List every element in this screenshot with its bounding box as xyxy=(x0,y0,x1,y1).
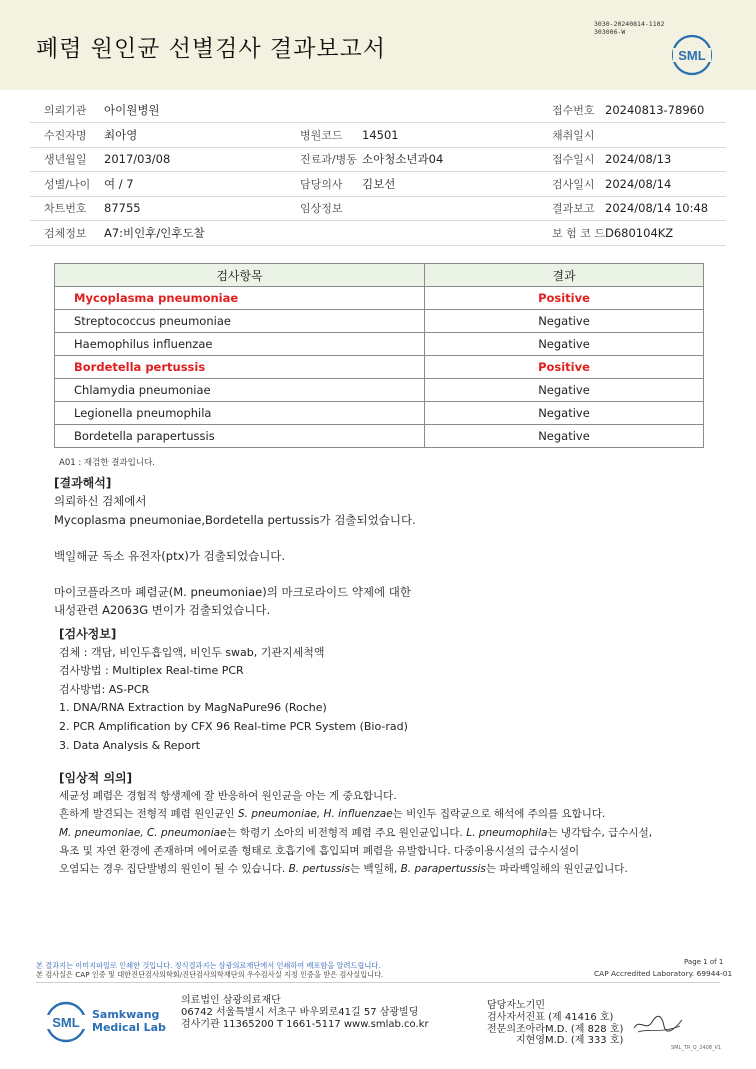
brand-line: Medical Lab xyxy=(92,1021,166,1034)
staff-row xyxy=(487,1000,623,1012)
footer-notice xyxy=(36,962,476,979)
staff-name: 지현영M.D. (제 333 호) xyxy=(516,1035,624,1047)
notice-line: 본 검사실은 CAP 인증 및 대한진단검사의학회/진단검사의학재단의 우수검사실 지정 인증을 받은 검사실입니다. xyxy=(36,969,384,979)
patient-value: 최아영 xyxy=(104,123,300,148)
form-code: SML_TR_Q_2408_V1 xyxy=(671,1045,722,1051)
staff-role xyxy=(487,1035,516,1047)
test-item: Streptococcus pneumoniae xyxy=(55,310,425,333)
test-result: Positive xyxy=(425,356,704,379)
test-info-line: 검사방법: AS-PCR xyxy=(59,682,150,696)
retest-note: A01 : 재검한 결과입니다. xyxy=(59,458,155,468)
sml-logo-icon xyxy=(671,34,713,76)
clinical-text: 는 학령기 소아의 비전형적 폐렴 주요 원인균입니다. xyxy=(226,826,467,839)
staff-role: 담당자 xyxy=(487,1000,516,1011)
test-info-heading: [검사정보] xyxy=(59,627,117,641)
notice-line: 본 결과지는 이미지파일로 인쇄한 것입니다. 정식결과지는 삼광의료재단에서 인쇄하여 배포함을 알려드립니다. xyxy=(36,961,381,970)
col-result: 결과 xyxy=(425,264,704,287)
result-row xyxy=(55,356,704,379)
org-name: 의료법인 삼광의료재단 xyxy=(181,995,281,1006)
collect-date-value xyxy=(605,123,726,148)
footer-divider xyxy=(36,982,720,983)
test-result: Positive xyxy=(425,287,704,310)
test-item: Legionella pneumophila xyxy=(55,402,425,425)
organism-name: M. pneumoniae, C. pneumoniae xyxy=(59,826,227,839)
clinical-section xyxy=(59,769,749,878)
test-result: Negative xyxy=(425,310,704,333)
test-result: Negative xyxy=(425,379,704,402)
clinical-info-label: 임상정보 xyxy=(300,196,362,221)
insurance-code-label: 보 험 코 드 xyxy=(538,221,605,246)
clinical-text: 는 비인두 집락균으로 해석에 주의를 요합니다. xyxy=(392,808,606,821)
receipt-no-value: 20240813-78960 xyxy=(605,98,726,123)
sex-age-value: 여 / 7 xyxy=(104,172,300,197)
test-result: Negative xyxy=(425,425,704,448)
test-result: Negative xyxy=(425,402,704,425)
staff-row xyxy=(487,1035,623,1047)
interpretation-line: 백일해균 독소 유전자(ptx)가 검출되었습니다. xyxy=(54,548,286,563)
institution-label: 의뢰기관 xyxy=(30,98,104,123)
test-item: Bordetella pertussis xyxy=(55,356,425,379)
result-row xyxy=(55,379,704,402)
info-row xyxy=(30,196,726,221)
birth-value: 2017/03/08 xyxy=(104,147,300,172)
test-item: Chlamydia pneumoniae xyxy=(55,379,425,402)
interpretation-line: Mycoplasma pneumoniae,Bordetella pertussis가 검출되었습니다. xyxy=(54,512,416,527)
sml-footer-logo-icon xyxy=(44,1000,88,1044)
report-date-value: 2024/08/14 10:48 xyxy=(605,196,726,221)
info-row xyxy=(30,123,726,148)
sml-logo-text: SML xyxy=(678,48,706,63)
institution-value: 아이원병원 xyxy=(104,98,300,123)
clinical-line xyxy=(59,860,749,878)
result-row xyxy=(55,333,704,356)
col-test-item: 검사항목 xyxy=(55,264,425,287)
test-info-line: 1. DNA/RNA Extraction by MagNaPure96 (Roche) xyxy=(59,701,327,715)
interpretation-line: 의뢰하신 검체에서 xyxy=(54,494,147,509)
result-row xyxy=(55,402,704,425)
clinical-text: 흔하게 발견되는 전형적 폐렴 원인균인 xyxy=(59,808,238,821)
clinical-line xyxy=(59,824,749,842)
test-info-line: 3. Data Analysis & Report xyxy=(59,738,201,752)
collect-date-label: 채취일시 xyxy=(538,123,605,148)
dept-value: 소아청소년과04 xyxy=(362,147,538,172)
staff-name: 노기민 xyxy=(516,1000,545,1011)
patient-info-table xyxy=(30,98,726,246)
test-item: Haemophilus influenzae xyxy=(55,333,425,356)
staff-list xyxy=(487,1000,623,1047)
test-result: Negative xyxy=(425,333,704,356)
test-info-line: 2. PCR Amplification by CFX 96 Real-time PCR System (Bio-rad) xyxy=(59,719,408,733)
report-date-label: 결과보고 xyxy=(538,196,605,221)
info-row xyxy=(30,221,726,246)
hospital-code-label: 병원코드 xyxy=(300,123,362,148)
info-row xyxy=(30,98,726,123)
receipt-date-value: 2024/08/13 xyxy=(605,147,726,172)
chart-no-label: 차트번호 xyxy=(30,196,104,221)
doctor-value: 김보선 xyxy=(362,172,538,197)
test-item: Bordetella parapertussis xyxy=(55,425,425,448)
dept-label: 진료과/병동 xyxy=(300,147,362,172)
chart-no-value: 87755 xyxy=(104,196,300,221)
test-date-label: 검사일시 xyxy=(538,172,605,197)
organism-name: S. pneumoniae, H. influenzae xyxy=(237,808,393,821)
staff-name: 서진표 (제 41416 호) xyxy=(516,1011,614,1023)
clinical-heading: [임상적 의의] xyxy=(59,771,133,785)
interpretation-line: 내성관련 A2063G 변이가 검출되었습니다. xyxy=(54,603,271,618)
hospital-code-value: 14501 xyxy=(362,123,538,148)
clinical-text: 오염되는 경우 집단발병의 원인이 될 수 있습니다. xyxy=(59,863,289,876)
test-date-value: 2024/08/14 xyxy=(605,172,726,197)
insurance-code-value: D680104KZ xyxy=(605,221,726,246)
brand-line: Samkwang xyxy=(92,1008,160,1021)
interpretation-heading: [결과해석] xyxy=(54,476,112,490)
lab-address xyxy=(181,995,429,1030)
clinical-line: 욕조 및 자연 환경에 존재하며 에어로졸 형태로 호흡기에 흡입되며 폐렴을 유발합니다. 다중이용시설의 급수시설이 xyxy=(59,844,580,857)
organism-name: B. pertussis xyxy=(288,863,350,876)
staff-role: 검사자 xyxy=(487,1011,516,1023)
cap-accreditation: CAP Accredited Laboratory. 69944-01 xyxy=(594,969,733,978)
clinical-text: 는 파라백일해의 원인균입니다. xyxy=(485,863,628,876)
brand-name xyxy=(92,1008,166,1034)
doctor-label: 담당의사 xyxy=(300,172,362,197)
sex-age-label: 성별/나이 xyxy=(30,172,104,197)
doc-code-line1: 3030-20240814-1102 xyxy=(594,20,665,28)
specimen-value: A7:비인후/인후도찰 xyxy=(104,221,300,246)
organism-name: B. parapertussis xyxy=(400,863,486,876)
test-info-section xyxy=(59,625,408,755)
interpretation-line: 마이코플라즈마 폐렴균(M. pneumoniae)의 마크로라이드 약제에 대한 xyxy=(54,585,412,600)
staff-row xyxy=(487,1012,623,1024)
patient-label: 수진자명 xyxy=(30,123,104,148)
contact-line: 검사기관 11365200 T 1661-5117 www.smlab.co.kr xyxy=(181,1018,429,1030)
birth-label: 생년월일 xyxy=(30,147,104,172)
address-line: 06742 서울특별시 서초구 바우뫼로41길 57 삼광빌딩 xyxy=(181,1006,419,1018)
test-info-line: 검사방법 : Multiplex Real-time PCR xyxy=(59,664,244,678)
staff-role: 전문의 xyxy=(487,1023,516,1035)
clinical-line: 세균성 폐렴은 경험적 항생제에 잘 반응하여 원인균을 아는 게 중요합니다. xyxy=(59,790,397,803)
organism-name: L. pneumophila xyxy=(466,826,548,839)
specimen-label: 검체정보 xyxy=(30,221,104,246)
result-header-row xyxy=(55,264,704,287)
clinical-text: 는 냉각탑수, 급수시설, xyxy=(547,826,653,839)
result-row xyxy=(55,287,704,310)
receipt-no-label: 접수번호 xyxy=(538,98,605,123)
test-item: Mycoplasma pneumoniae xyxy=(55,287,425,310)
clinical-line xyxy=(59,805,749,823)
result-row xyxy=(55,310,704,333)
page-number: Page 1 of 1 xyxy=(684,958,724,966)
clinical-info-value xyxy=(362,196,538,221)
document-code xyxy=(594,20,664,36)
test-info-line: 검체 : 객담, 비인두흡입액, 비인두 swab, 기관지세척액 xyxy=(59,645,325,659)
report-title: 폐렴 원인균 선별검사 결과보고서 xyxy=(36,36,386,62)
interpretation-section xyxy=(54,474,416,620)
signature-icon xyxy=(630,1012,686,1038)
info-row xyxy=(30,172,726,197)
staff-row xyxy=(487,1024,623,1036)
receipt-date-label: 접수일시 xyxy=(538,147,605,172)
result-row xyxy=(55,425,704,448)
info-row xyxy=(30,147,726,172)
clinical-text: 는 백일해, xyxy=(349,863,401,876)
staff-name: 조아라M.D. (제 828 호) xyxy=(516,1023,624,1035)
result-table xyxy=(54,263,704,448)
footer-logo-text: SML xyxy=(52,1015,80,1030)
doc-code-line2: 303006-W xyxy=(594,28,626,36)
